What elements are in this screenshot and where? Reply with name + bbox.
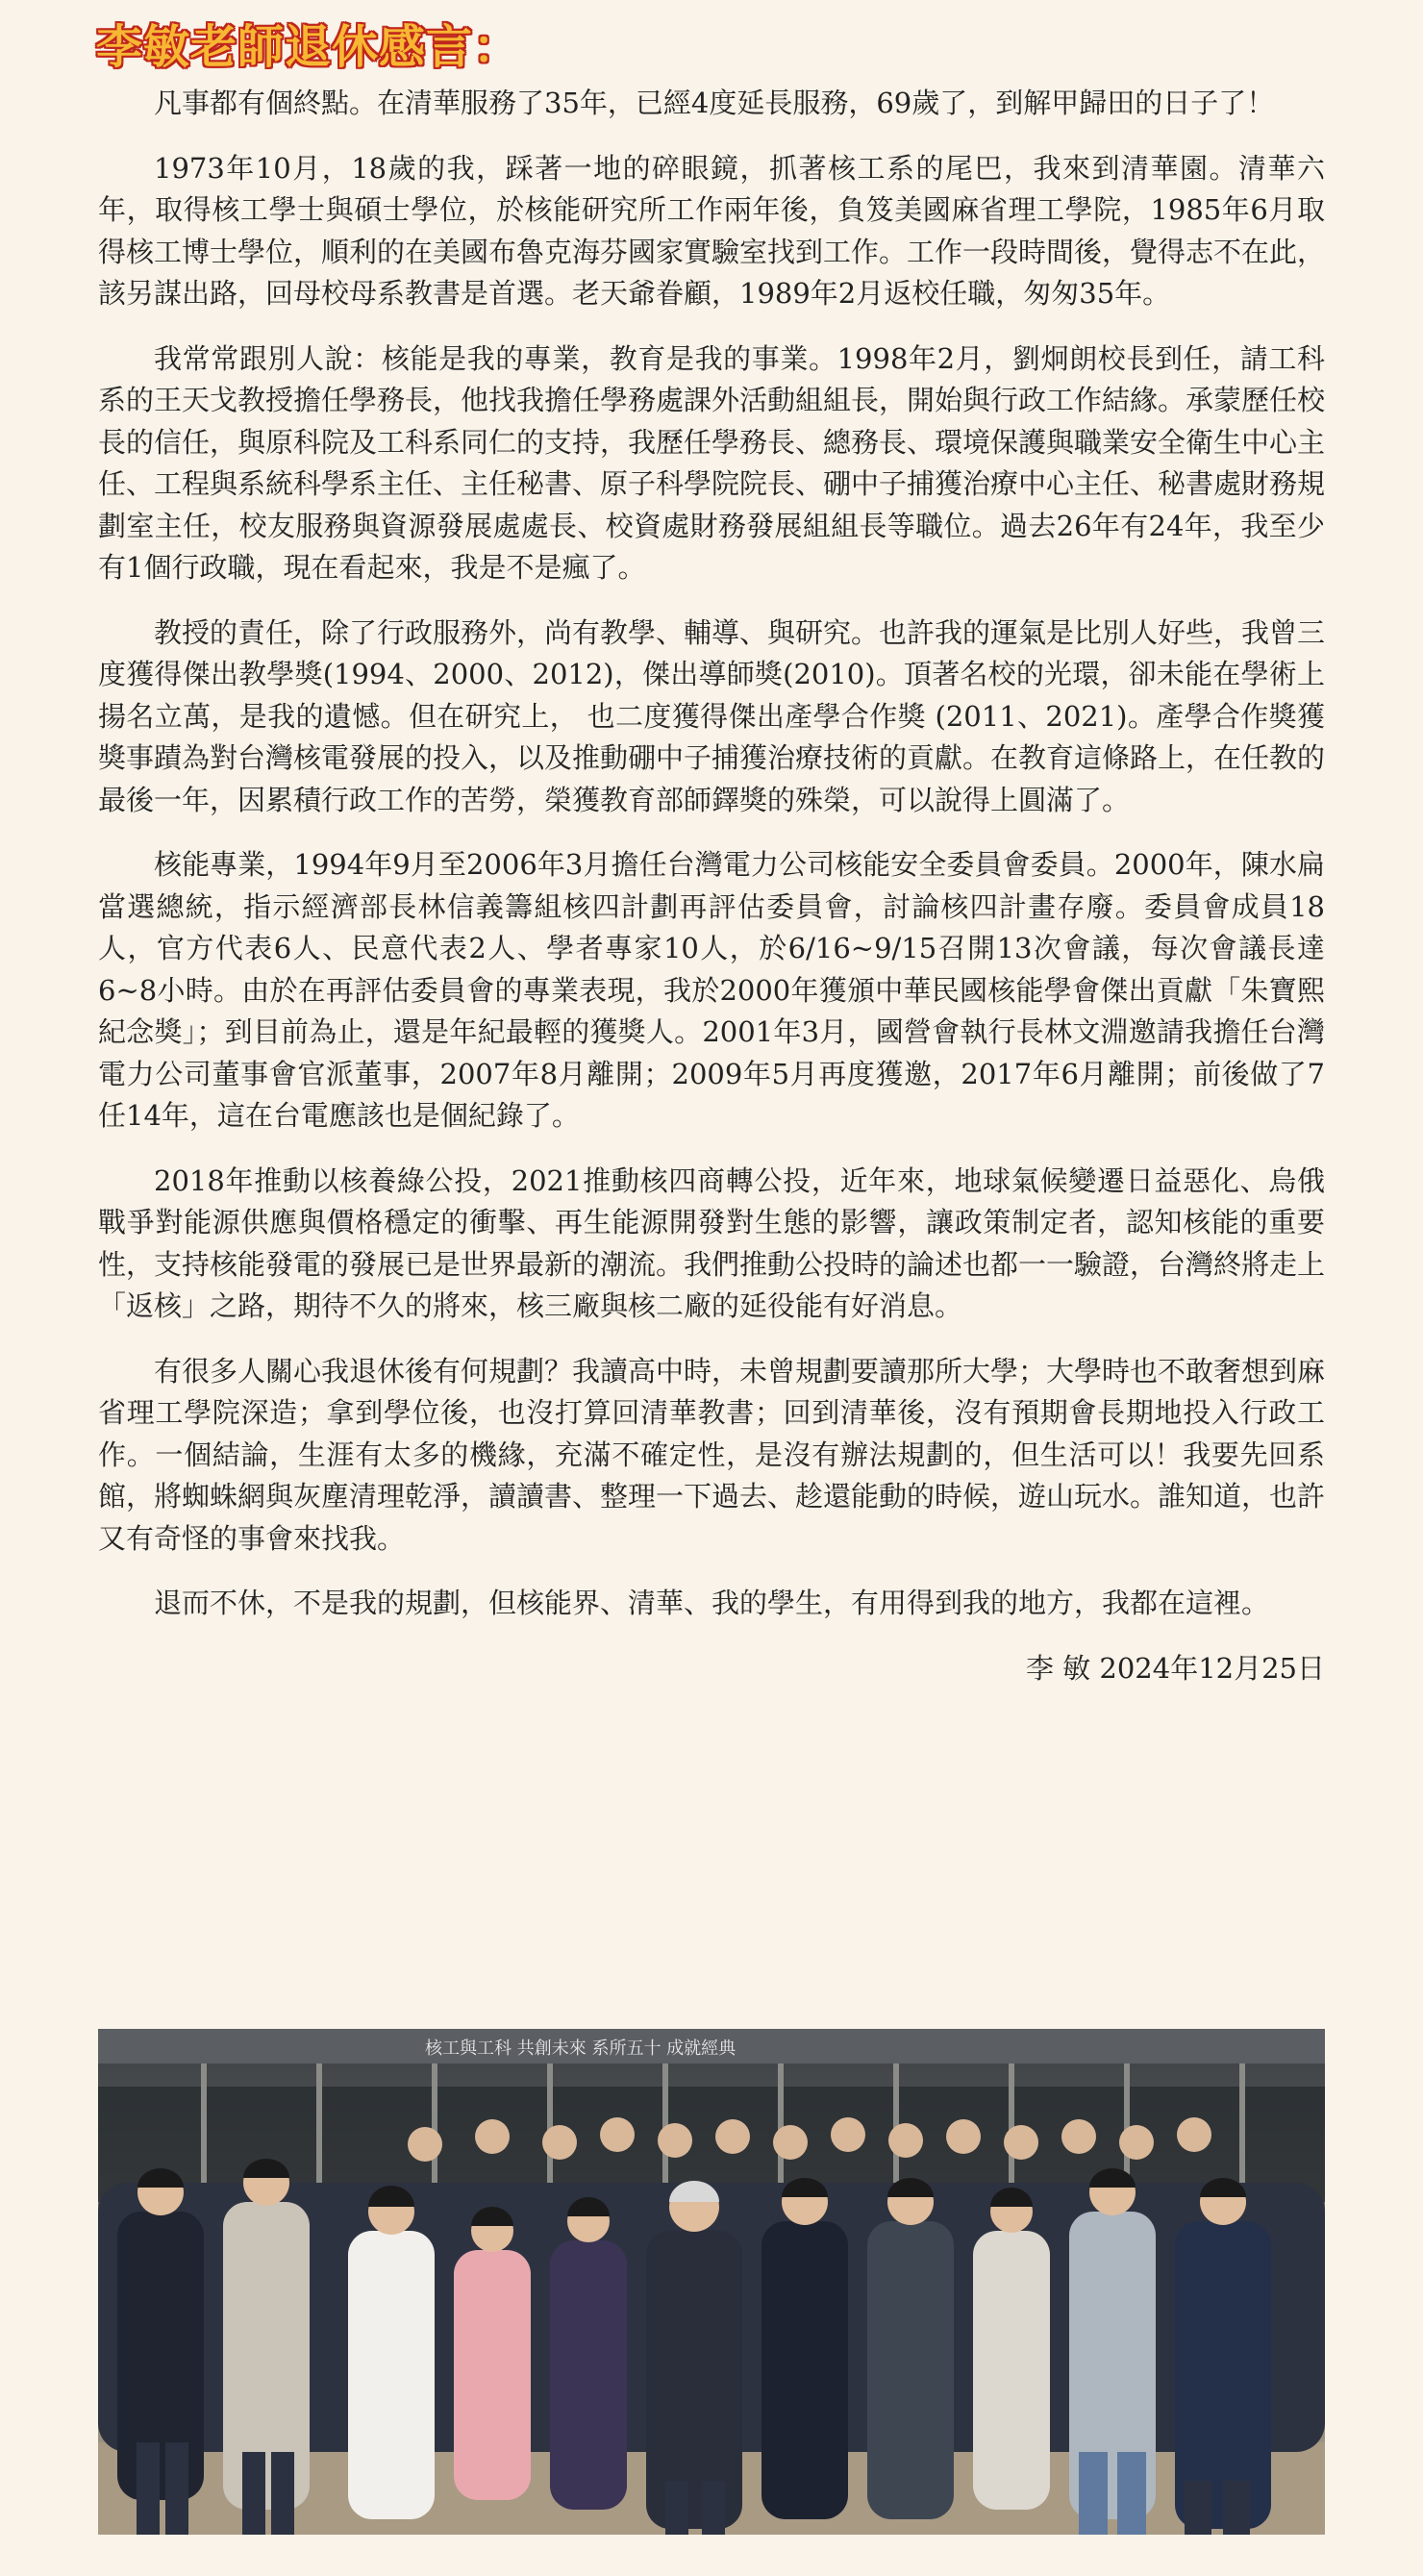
paragraph: 退而不休，不是我的規劃，但核能界、清華、我的學生，有用得到我的地方，我都在這裡。 — [154, 1587, 1270, 1619]
group-photo — [98, 2029, 1325, 2535]
signature: 李 敏 2024年12月25日 — [1025, 1651, 1325, 1685]
paragraph: 核能專業，1994年9月至2006年3月擔任台灣電力公司核能安全委員會委員。2000年，陳水扁當選總統，指示經濟部長林信義籌組核四計劃再評估委員會，討論核四計畫存廢。委員會成員18人，官方代表6人、民意代表2人、學者專家10人，於6/16~9/15召開13次會議，每次會議長達6~8小時。由於在再評估委員會的專業表現，我於2000年獲頒中華民國核能學會傑出貢獻「朱寶熙紀念獎」；到目前為止，還是年紀最輕的獲獎人。2001年3月，國營會執行長林文淵邀請我擔任台灣電力公司董事會官派董事，2007年8月離開；2009年5月再度獲邀，2017年6月離開；前後做了7任14年，這在台電應該也是個紀錄了。 — [98, 848, 1325, 1132]
paragraph: 凡事都有個終點。在清華服務了35年，已經4度延長服務，69歲了，到解甲歸田的日子了！ — [154, 87, 1275, 119]
paragraph: 我常常跟別人說：核能是我的專業，教育是我的事業。1998年2月，劉炯朗校長到任，請工科系的王天戈教授擔任學務長，他找我擔任學務處課外活動組組長，開始與行政工作結緣。承蒙歷任校長的信任，與原科院及工科系同仁的支持，我歷任學務長、總務長、環境保護與職業安全衛生中心主任、工程與系統科學系主任、主任秘書、原子科學院院長、硼中子捕獲治療中心主任、秘書處財務規劃室主任，校友服務與資源發展處處長、校資處財務發展組組長等職位。過去26年有24年，我至少有1個行政職，現在看起來，我是不是瘋了。 — [98, 341, 1326, 584]
paragraph: 教授的責任，除了行政服務外，尚有教學、輔導、與研究。也許我的運氣是比別人好些，我曾三度獲得傑出教學獎(1994、2000、2012)，傑出導師獎(2010)。頂著名校的光環，卻未能在學術上揚名立萬，是我的遺憾。但在研究上， 也二度獲得傑出產學合作獎 (2011、2021)。產學合作獎獲獎事蹟為對台灣核電發展的投入，以及推動硼中子捕獲治療技術的貢獻。在教育這條路上，在任教的最後一年，因累積行政工作的苦勞，榮獲教育部師鐸獎的殊榮，可以說得上圓滿了。 — [98, 615, 1326, 816]
photo-banner-text: 核工與工科 共創未來 系所五十 成就經典 — [425, 2038, 736, 2059]
paragraph: 1973年10月，18歲的我，踩著一地的碎眼鏡，抓著核工系的尾巴，我來到清華園。清華六年，取得核工學士與碩士學位，於核能研究所工作兩年後，負笈美國麻省理工學院，1985年6月取得核工博士學位，順利的在美國布魯克海芬國家實驗室找到工作。工作一段時間後，覺得志不在此，該另謀出路，回母校母系教書是首選。老天爺眷顧，1989年2月返校任職，匆匆35年。 — [98, 151, 1326, 310]
page-title: 李敏老師退休感言： — [96, 20, 521, 74]
paragraph: 有很多人關心我退休後有何規劃？我讀高中時，未曾規劃要讀那所大學；大學時也不敢奢想到麻省理工學院深造；拿到學位後，也沒打算回清華教書；回到清華後，沒有預期會長期地投入行政工作。一個結論，生涯有太多的機緣，充滿不確定性，是沒有辦法規劃的，但生活可以！我要先回系館，將蜘蛛網與灰塵清理乾淨，讀讀書、整理一下過去、趁還能動的時候，遊山玩水。誰知道，也許又有奇怪的事會來找我。 — [98, 1354, 1326, 1555]
paragraph: 2018年推動以核養綠公投，2021推動核四商轉公投，近年來，地球氣候變遷日益惡化、烏俄戰爭對能源供應與價格穩定的衝擊、再生能源開發對生態的影響，讓政策制定者，認知核能的重要性，支持核能發電的發展已是世界最新的潮流。我們推動公投時的論述也都一一驗證，台灣終將走上「返核」之路，期待不久的將來，核三廠與核二廠的延役能有好消息。 — [98, 1163, 1326, 1322]
article-body — [98, 83, 1325, 1689]
